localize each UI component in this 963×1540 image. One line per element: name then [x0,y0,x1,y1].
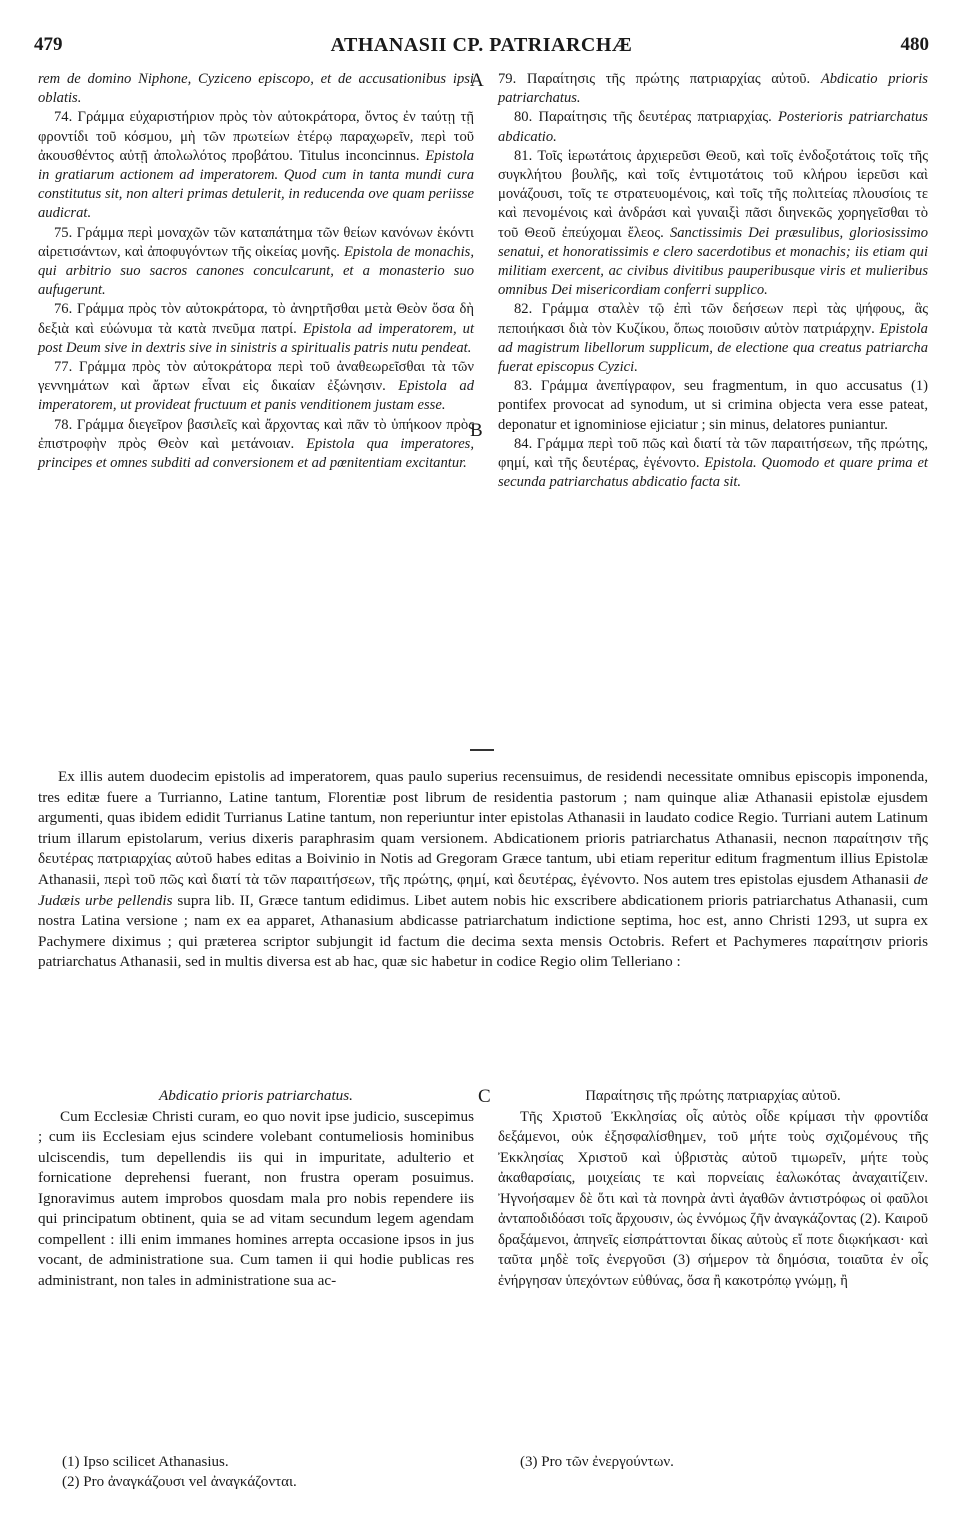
running-title: ATHANASII CP. PATRIARCHÆ [330,34,633,56]
entry-latin-title: Abdicatio prioris patriarchatus. [498,71,928,107]
catalogue-entry [498,108,928,146]
paragraph-text: supra lib. II, Græce tantum edidimus. Libet autem nobis hic exscribere abdicationem prioris patriarchatus Athanasii, cum nostra Latina versione ; nam ex ea apparet, Athanasium abdicasse patriarchatum indictione septima, hoc est, anno Christi 1293, ut supra ex Pachymere diximus ; qui præterea scriptor subjungit id factum die decima sexta mensis Octobris. Refert et Pachymeres [38,891,929,950]
entry-greek-title: Γράμμα περὶ μοναχῶν τῶν καταπάτημα τῶν θείων κανόνων ἑκόντι αἱρετισάντων, καὶ ἀποφυγόντων τῆς οἰκείας μονῆς. [38,224,474,260]
catalogue-entry [498,377,928,435]
page-number-right: 480 [900,34,929,55]
catalogue-entry [38,108,474,223]
margin-mark-a: A [470,70,484,91]
paragraph-text: prioris patriarchatus Athanasii, sed in multis diversa est ab hac, quæ sic habetur in codice Regio olim Telleriano : [38,932,929,971]
entry-greek-title: Γράμμα εὐχαριστήριον πρὸς τὸν αὐτοκράτορα, ὄντος ἐν ταύτῃ τῇ φροντίδι τοῦ κόσμου, μὴ τῶν πρωτείων ἑτέρῳ παραχωρεῖν, περὶ τοῦ ἀκουσθέντος αὐτῇ ἀπολωλότος προβάτου. [38,109,475,164]
footnote: (1) Ipso scilicet Athanasius. [62,1454,229,1470]
greek-quotation: παραίτησιν [813,932,882,950]
margin-mark-c: C [478,1086,491,1107]
catalogue-entry [38,224,474,301]
paragraph-text: Nos autem tres epistolas ejusdem Athanasii [639,870,914,888]
catalogue-entry [498,300,928,377]
latin-abdicatio-column [38,1086,474,1291]
catalogue-entry [498,435,928,493]
paragraph-text: Ex illis autem duodecim epistolis ad imperatorem, quas paulo superius recensuimus, de residendi necessitate omnibus episcopis imponenda, tres editæ fuere a Turrianno, Latine tantum, Florentiæ post librum de residentia pastorum ; nam quinque aliæ Athanasii epistolæ ejusdem argumenti, quas ibidem edidit Turrianus Latine tantum, non reperiuntur inter epistolas Athanasii in laudato codice Regio. Turriani autem Latinum trium illarum epistolarum, verius dixeris paraphrasim quam versionem. Abdicationem prioris patriarchatus Athanasii, necnon [38,768,928,847]
entry-number: 74. [54,109,73,126]
catalogue-entry [498,147,928,301]
entry-greek-title: Παραίτησις τῆς πρώτης πατριαρχίας αὐτοῦ. [526,71,811,87]
entry-note: Titulus inconcinnus. [298,147,420,164]
catalogue-entry [38,70,474,108]
entry-number: 80. [514,109,533,126]
entry-number: 84. [514,435,533,452]
entry-latin-title: Epistola ad imperatorem, ut provideat fructuum et panis venditionem justam esse. [38,378,475,414]
entry-latin-title: Epistola in gratiarum actionem ad imperatorem. Quod cum in tanta mundi cura constitutus sit, non alteri primas detulerit, in reducenda ove quam periisse audicrat. [38,147,474,222]
entry-number: 77. [54,359,73,376]
entry-latin-title: Sanctissimis Dei præsulibus, gloriosissimo senatui, et honoratissimis e clero sacerdotibus et monachis; iis etiam qui militiam exercent, ac civibus divitibus pauperibusque viris et mulieribus omnibus Dei misericordiam conferri supplico. [498,224,928,299]
greek-quotation: περὶ τοῦ πῶς καὶ διατί τὰ τῶν παραιτήσεων, τῆς πρώτης, φημί, καὶ δευτέρας, ἐγένοντο. [104,870,640,888]
entry-number: 81. [514,147,533,164]
left-column [38,70,474,473]
entry-number: 76. [54,301,73,318]
margin-mark-b: B [470,420,483,441]
entry-latin-title: Epistola ad magistrum libellorum supplicum, de electione qua creatus patriarcha fuerat episcopus Cyzici. [498,320,928,376]
greek-quotation: παραίτησιν τῆς δευτέρας πατριαρχίας αὐτοῦ [38,829,928,868]
page-number-left: 479 [34,34,63,55]
entry-greek-title: Γράμμα πρὸς τὸν αὐτοκράτορα περὶ τοῦ ἀναθεωρεῖσθαι τὰ τῶν γεννημάτων καὶ ἄρτων εἶναι εἰς δικαίαν ἐξώνησιν. [38,359,474,395]
entry-latin-title: Epistola qua imperatores, principes et omnes subditi ad conversionem et ad pœnitentiam excitantur. [38,435,474,472]
greek-section-title: Παραίτησις τῆς πρώτης πατριαρχίας αὐτοῦ. [585,1088,841,1104]
entry-latin-title: Posterioris patriarchatus abdicatio. [498,109,928,145]
entry-greek-title: Γράμμα περὶ τοῦ πῶς καὶ διατί τὰ τῶν παραιτήσεων, τῆς πρώτης, φημί, καὶ τῆς δευτέρας, ἐγένοντο. [498,435,928,472]
greek-paraitesis-column [498,1086,928,1291]
footnotes-right [520,1452,920,1472]
catalogue-entry [38,300,474,358]
entry-number: 82. [514,301,533,318]
right-column [498,70,928,492]
italic-title: de Judæis urbe pellendis [38,870,929,909]
catalogue-entry [498,70,928,108]
entry-latin-title: Epistola. Quomodo et quare prima et secunda patriarchatus abdicatio facta sit. [498,455,928,491]
page-header [34,34,929,66]
entry-greek-title: Γράμμα σταλὲν τῷ ἐπὶ τῶν δεήσεων περὶ τὰς ψήφους, ἃς πεποιήκασι διὰ τὸν Κυζίκου, ὅπως ποιοῦσιν αὐτὸν πατριάρχην. [498,301,928,337]
entry-greek-title: Τοῖς ἱερωτάτοις ἀρχιερεῦσι Θεοῦ, καὶ τοῖς ἐνδοξοτάτοις τοῖς τῆς συγκλήτου βουλῆς, καὶ τοῖς ἐντιμοτάτοις τοῦ κλήρου ἱερεῦσι καὶ μονάζουσι, τοῖς τε στρατευομένοις, καὶ τοῖς τῆς πολιτείας πλουσίοις τε καὶ πενομένοις καὶ ἀνδράσι καὶ γυναιξὶ πᾶσι διηνεκῶς χορηγεῖσθαι τὸ τοῦ Θεοῦ ἐπεύχομαι ἔλεος. [498,147,928,241]
paragraph-text: habes editas a Boivinio in Notis ad Gregoram Græce tantum, ubi etiam reperitur editum fragmentum illius Epistolæ Athanasii, [38,850,928,888]
footnote: (2) Pro ἀναγκάζουσι vel ἀναγκάζονται. [62,1474,297,1490]
entry-greek-title: Παραίτησις τῆς δευτέρας πατριαρχίας. [538,109,772,126]
latin-section-text: Cum Ecclesiæ Christi curam, eo quo novit ipse judicio, suscepimus ; cum iis Ecclesiam ejus scindere volebant contumeliosis hominibus ulciscendis, tum depellendis iis qui in impuritate, adulterio et fornicatione deprehensi fuerant, non frustra operam posuimus. Ignoravimus autem improbos quosdam mala pro nobis rependere iis qui principatum obtinent, quia se ad vitam secundum legem agendam compellent : illi enim immanes homines arrepta occasione ipsos in jus vocant, de administratione sua. Cum tamen ii qui hodie publicas res administrant, non tales in administratione sua ac- [38,1107,474,1289]
entry-note: seu fragmentum, in quo accusatus (1) pontifex provocat ad synodum, ut si crimina objecta vera esse pateat, deponatur et ignominiose ejiciatur ; sin minus, delatores puniantur. [498,378,928,433]
entry-latin-title: Epistola ad imperatorem, ut post Deum sive in dextris sive in sinistris a spiritualis patris nutu pendeat. [38,320,475,356]
commentary-paragraph [38,767,928,973]
section-divider [470,749,494,751]
entry-greek-title: Γράμμα πρὸς τὸν αὐτοκράτορα, τὸ ἀνηρτῆσθαι μετὰ Θεὸν ὅσα δὴ δεξιὰ καὶ εὐώνυμα τὰ κατὰ πνεῦμα πατρί. [38,301,474,337]
entry-number: 83. [514,378,533,395]
entry-latin-title: rem de domino Niphone, Cyziceno episcopo, et de accusationibus ipsi oblatis. [38,71,474,107]
catalogue-entry [38,358,474,416]
footnote: (3) Pro τῶν ἐνεργούντων. [520,1454,674,1470]
entry-number: 79. [498,71,517,87]
entry-greek-title: Γράμμα ἀνεπίγραφον, [540,378,676,395]
entry-number: 75. [54,224,73,241]
catalogue-entry [38,416,474,474]
entry-greek-title: Γράμμα διεγεῖρον βασιλεῖς καὶ ἄρχοντας καὶ πᾶν τὸ ὑπήκοον πρὸς ἐπιστροφὴν πρὸς Θεὸν καὶ μετάνοιαν. [38,416,475,452]
latin-section-title: Abdicatio prioris patriarchatus. [159,1087,353,1104]
greek-section-text: Τῆς Χριστοῦ Ἐκκλησίας οἷς αὐτὸς οἶδε κρίμασι τὴν φροντίδα δεξάμενοι, οὐκ ἐξησφαλίσθημεν, τοῦ μήτε τοὺς σχιζομένους τῆς Ἐκκλησίας Χριστοῦ καὶ ὑβριστὰς αὐτοῦ τιμωρεῖν, μήτε τοὺς ἀκαθαρσίαις, μοιχείαις τε καὶ πορνείαις ἑαλωκότας ἀναχαιτίζειν. Ἠγνοήσαμεν δὲ ὅτι καὶ τὰ πονηρὰ ἀντὶ ἀγαθῶν ἀντιστρόφως οἱ φαῦλοι ἀνταποδιδόασι τοῖς ἄρχουσιν, ὡς ἐννόμως ζῆν ἀναγκάζοντας (2). Καιροῦ δραξάμενοι, ἀπηνεῖς εἰσπράττονται δίκας αὐτοὺς εἴ ποτε διῳκήκασι· καὶ ταῦτα μηδὲ τοῖς ἐνεργοῦσι (3) σήμερον τὰ δημόσια, τοιαῦτα ἐν οἷς ἐνήργησαν ὑπεχόντων εὐθύνας, ὅσα ἢ κακοτρόπῳ γνώμῃ, ἢ [498,1108,928,1289]
entry-latin-title: Epistola de monachis, qui arbitrio suo sacros canones conculcarunt, et a monasterio suo aufugerunt. [38,243,474,299]
entry-number: 78. [54,416,73,433]
footnotes-left [62,1452,472,1492]
